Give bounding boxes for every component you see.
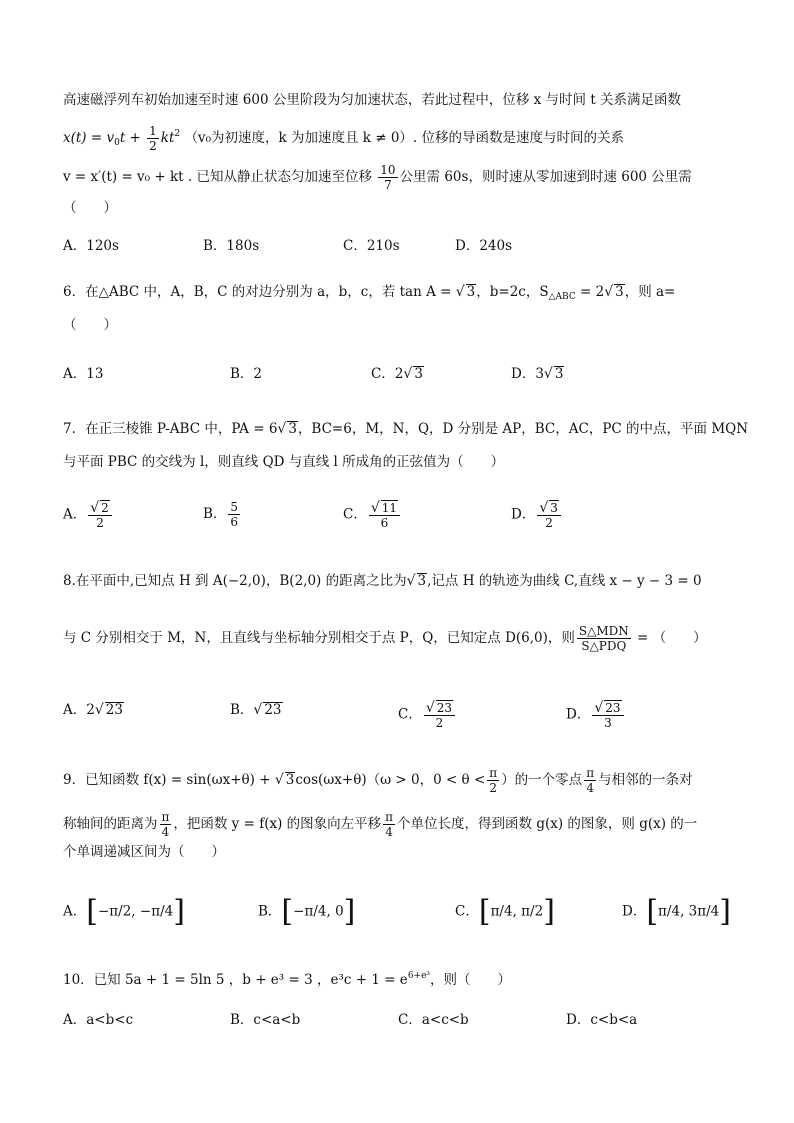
q8-line1-b: ,记点 H 的轨迹为曲线 C,直线 x − y − 3 = 0 [427, 573, 702, 589]
q5-note: （v₀为初速度，k 为加速度且 k ≠ 0）. 位移的导函数是速度与时间的关系 [184, 130, 624, 146]
q7-option-c[interactable]: C． $\frac{√ 11}{6}$ [343, 500, 402, 530]
q5-option-c[interactable]: C．210s [343, 238, 400, 254]
q8-line1-a: 8.在平面中,已知点 H 到 A(−2,0)，B(2,0) 的距离之比为 [63, 573, 407, 589]
q6-stem-c: = 2 [575, 284, 605, 300]
q9-line1-a: 9．已知函数 f(x) = sin(ωx+θ) + [63, 772, 275, 788]
q10-option-b[interactable]: B．c<a<b [230, 1012, 301, 1028]
q5-blank: （ ） [63, 200, 117, 216]
q8-line1: 8.在平面中,已知点 H 到 A(−2,0)，B(2,0) 的距离之比为√ 3,记点 H 的轨迹为曲线 C,直线 x − y − 3 = 0 [63, 573, 702, 589]
q10-option-c[interactable]: C．a<c<b [398, 1012, 469, 1028]
q9-option-d[interactable]: D．[π/4, 3π/4] [622, 894, 731, 929]
q10-stem [63, 966, 511, 990]
q6-option-c[interactable]: C．2√ 3 [371, 366, 423, 382]
q9-option-c[interactable]: C．[π/4, π/2] [455, 894, 555, 929]
q10-exponent: 6+e³ [407, 971, 431, 981]
q7-line2: 与平面 PBC 的交线为 l，则直线 QD 与直线 l 所成角的正弦值为（ ） [63, 454, 505, 470]
q5-fraction: $\frac{1}{2}$ [149, 124, 157, 153]
q9-line2-a: 称轴间的距离为 [63, 816, 158, 832]
q5-velocity: v = x′(t) = v₀ + kt . 已知从静止状态匀加速至位移 [63, 169, 372, 185]
q8-option-c[interactable]: C． $\frac{√ 23}{2}$ [398, 700, 457, 730]
q10-option-d[interactable]: D．c<b<a [566, 1012, 638, 1028]
q9-option-b[interactable]: B．[−π/4, 0] [258, 894, 356, 929]
q5-tail: 公里需 60s，则时速从零加速到时速 600 公里需 [399, 169, 692, 185]
q6-blank: （ ） [63, 317, 117, 333]
q8-line2-a: 与 C 分别相交于 M，N，且直线与坐标轴分别相交于点 P，Q，已知定点 D(6,0)，则 [63, 630, 575, 646]
q9-line2-c: 个单位长度，得到函数 g(x) 的图象，则 g(x) 的一 [397, 816, 698, 832]
q9-line1-b: cos(ωx+θ)（ω > 0，0 < θ < [295, 772, 486, 788]
q6-stem-d: ，则 a= [624, 284, 676, 300]
q5-option-a[interactable]: A．120s [63, 238, 119, 254]
q9-line1-d: 与相邻的一条对 [598, 772, 693, 788]
q6-area-sub: △ABC [548, 292, 576, 302]
q6-option-a[interactable]: A．13 [63, 366, 104, 382]
q9-line1: 9．已知函数 f(x) = sin(ωx+θ) + √ 3cos(ωx+θ)（ω > 0，0 < θ < $\frac{\pi}{2}$ ）的一个零点 $\frac{\pi}{4}$ 与相邻的一条对 [63, 766, 693, 795]
q9-option-a[interactable]: A．[−π/2, −π/4] [63, 894, 185, 929]
q6-stem-a: 6．在△ABC 中，A，B，C 的对边分别为 a，b，c，若 tan A = [63, 284, 456, 300]
q8-area-ratio: $\frac{\text{S△MDN}}{\text{S△PDQ}}$ [578, 624, 629, 653]
q8-option-a[interactable]: A．2√ 23 [63, 702, 123, 718]
q6-option-b[interactable]: B．2 [230, 366, 263, 382]
q7-option-d[interactable]: D． $\frac{√ 3}{2}$ [511, 500, 563, 530]
q6-stem: 6．在△ABC 中，A，B，C 的对边分别为 a，b，c，若 tan A = √ 3，b=2c，$S_{\triangle ABC} = 2√$ 3，则 a= [63, 284, 676, 302]
q5-line1: 高速磁浮列车初始加速至时速 600 公里阶段为匀加速状态，若此过程中，位移 x 与时间 t 关系满足函数 [63, 92, 682, 108]
q7-option-a[interactable]: A． $\frac{√ 2}{2}$ [63, 500, 114, 530]
q5-fraction-2: $\frac{10}{7}$ [380, 163, 396, 192]
q7-option-b[interactable]: B． $\frac{5}{6}$ [203, 500, 239, 529]
q5-line3 [63, 163, 692, 192]
q6-option-d[interactable]: D．3√ 3 [511, 366, 564, 382]
q9-line2-b: ，把函数 y = f(x) 的图象向左平移 [173, 816, 382, 832]
q9-line1-c: ）的一个零点 [501, 772, 583, 788]
q8-option-d[interactable]: D． $\frac{√ 23}{3}$ [566, 700, 626, 730]
q8-option-b[interactable]: B．√ 23 [230, 702, 282, 718]
q5-formula-c: kt [160, 130, 175, 146]
q7-line1: 7．在正三棱锥 P-ABC 中，PA = 6√ 3，BC=6，M，N，Q，D 分别是 AP，BC，AC，PC 的中点，平面 MQN [63, 421, 749, 437]
q10-stem-a: 10．已知 5a + 1 = 5ln 5 ，b + e³ = 3 ，e³c + 1 = e [63, 972, 408, 988]
q5-line2: $x(t) = v_0t$ + $\frac{1}{2}$ $kt^2$ （v₀为初速度，k 为加速度且 k ≠ 0）. 位移的导函数是速度与时间的关系 [63, 124, 624, 153]
q7-line1-a: 7．在正三棱锥 P-ABC 中，PA = 6 [63, 421, 278, 437]
q5-option-d[interactable]: D．240s [455, 238, 513, 254]
q9-line3: 个单调递减区间为（ ） [63, 844, 225, 860]
q6-stem-b: ，b=2c，S [476, 284, 549, 300]
q10-option-a[interactable]: A．a<b<c [63, 1012, 134, 1028]
q8-line2 [63, 624, 707, 653]
q7-line1-b: ，BC=6，M，N，Q，D 分别是 AP，BC，AC，PC 的中点，平面 MQN [297, 421, 749, 437]
q9-line2: 称轴间的距离为 $\frac{\pi}{4}$ ，把函数 y = f(x) 的图象向左平移 $\frac{\pi}{4}$ 个单位长度，得到函数 g(x) 的图象，则 g(x) 的一 [63, 810, 698, 839]
q5-option-b[interactable]: B．180s [203, 238, 260, 254]
q8-line2-b: = （ ） [632, 630, 707, 646]
q5-formula-a: x(t) = v [63, 130, 115, 146]
q10-stem-end: ，则（ ） [430, 972, 512, 988]
q5-formula-b: t + [119, 130, 146, 146]
